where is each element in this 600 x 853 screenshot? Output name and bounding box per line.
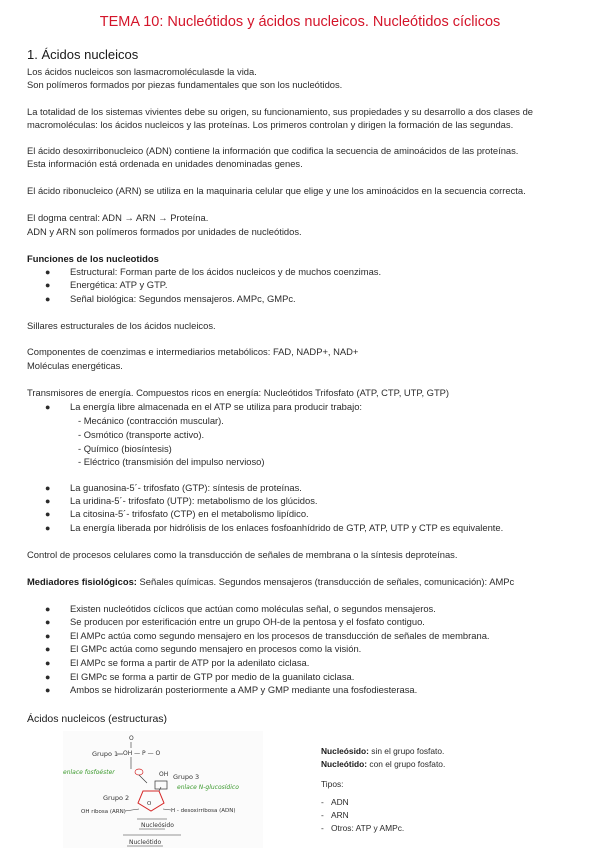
list-item: Señal biológica: Segundos mensajeros. AMPc, GMPc. bbox=[70, 293, 296, 304]
paragraph-line: Sillares estructurales de los ácidos nucleicos. bbox=[27, 320, 216, 331]
paragraph-line: Los ácidos nucleicos son lasmacromoléculasde la vida. bbox=[27, 66, 257, 77]
list-item: La uridina-5´- trifosfato (UTP): metabolismo de los glúcidos. bbox=[70, 495, 318, 506]
paragraph-line: Componentes de coenzimas e intermediarios metabólicos: FAD, NADP+, NAD+ bbox=[27, 346, 359, 357]
list-item: El GMPc actúa como segundo mensajero en procesos como la visión. bbox=[70, 643, 362, 654]
grupo3-label: Grupo 3 bbox=[173, 773, 200, 781]
paragraph-line: Moléculas energéticas. bbox=[27, 360, 123, 371]
enlace-fosfoester-label: enlace fosfoéster bbox=[63, 769, 115, 776]
bullet-icon: ● bbox=[45, 685, 51, 695]
bullet-icon: ● bbox=[45, 617, 51, 627]
bullet-icon: ● bbox=[45, 294, 51, 304]
bullet-icon: ● bbox=[45, 280, 51, 290]
nucleosido-diagram-label: Nucleósido bbox=[141, 822, 174, 829]
enlace-glucosidico-label: enlace N-glucosídico bbox=[177, 784, 239, 791]
nucleotido-diagram-label: Nucleótido bbox=[129, 839, 162, 846]
paragraph-line: Control de procesos celulares como la transducción de señales de membrana o la síntesis deproteínas. bbox=[27, 549, 458, 560]
sub-list-item: - Osmótico (transporte activo). bbox=[78, 429, 205, 440]
phosphoester-bond-mark bbox=[135, 769, 143, 775]
note-dash: - bbox=[321, 797, 324, 807]
sub-list-item: - Mecánico (contracción muscular). bbox=[78, 415, 224, 426]
note-nucleosido-term: Nucleósido: bbox=[321, 746, 369, 756]
phosphate-oxygen: O bbox=[129, 735, 134, 742]
list-item: El AMPc se forma a partir de ATP por la adenilato ciclasa. bbox=[70, 657, 310, 668]
bullet-icon: ● bbox=[45, 509, 51, 519]
paragraph-line: El dogma central: ADN → ARN → Proteína. bbox=[27, 212, 209, 223]
list-item: El AMPc actúa como segundo mensajero en los procesos de transducción de señales de membrana. bbox=[70, 630, 490, 641]
sub-list-item: - Eléctrico (transmisión del impulso nervioso) bbox=[78, 456, 265, 467]
list-item: La citosina-5´- trifosfato (CTP) en el metabolismo lipídico. bbox=[70, 508, 309, 519]
note-nucleosido bbox=[321, 746, 444, 757]
subsection-heading: Funciones de los nucleotidos bbox=[27, 253, 159, 264]
note-nucleosido-text: sin el grupo fosfato. bbox=[368, 746, 445, 756]
paragraph-line: ADN y ARN son polímeros formados por unidades de nucleótidos. bbox=[27, 226, 302, 237]
bullet-icon: ● bbox=[45, 658, 51, 668]
sub-list-item: - Químico (biosíntesis) bbox=[78, 443, 172, 454]
paragraph-line: Transmisores de energía. Compuestos ricos en energía: Nucleótidos Trifosfato (ATP, CTP, UTP, GTP) bbox=[27, 387, 450, 398]
note-tipo-item: ARN bbox=[331, 810, 349, 820]
note-tipo-item: ADN bbox=[331, 797, 349, 807]
oh-ribosa-label: OH ribosa (ARN) bbox=[81, 809, 126, 815]
bullet-icon: ● bbox=[45, 672, 51, 682]
paragraph-line: macromoléculas: los ácidos nucleicos y las proteínas. Los primeros controlan y dirigen la formación de las segundas. bbox=[27, 119, 514, 130]
note-tipos-label: Tipos: bbox=[321, 779, 344, 789]
base-shape bbox=[155, 781, 167, 789]
page-title: TEMA 10: Nucleótidos y ácidos nucleicos. Nucleótidos cíclicos bbox=[99, 14, 501, 30]
list-item: Existen nucleótidos cíclicos que actúan como moléculas señal, o segundos mensajeros. bbox=[70, 603, 436, 614]
nucleotide-diagram-svg bbox=[63, 731, 263, 848]
h-desoxirribosa-label: H - desoxirribosa (ADN) bbox=[171, 808, 236, 814]
mediadores-line bbox=[27, 576, 514, 588]
bullet-icon: ● bbox=[45, 644, 51, 654]
note-dash: - bbox=[321, 823, 324, 833]
list-item: Energética: ATP y GTP. bbox=[70, 279, 168, 290]
list-item: Estructural: Forman parte de los ácidos nucleicos y de muchos coenzimas. bbox=[70, 266, 382, 277]
list-item: La guanosina-5´- trifosfato (GTP): síntesis de proteínas. bbox=[70, 482, 302, 493]
base-oh-label: OH bbox=[159, 771, 169, 778]
note-dash: - bbox=[321, 810, 324, 820]
note-nucleotido-text: con el grupo fosfato. bbox=[367, 759, 446, 769]
list-item: Ambos se hidrolizarán posteriormente a AMP y GMP mediante una fosfodiesterasa. bbox=[70, 684, 418, 695]
list-item: La energía liberada por hidrólisis de los enlaces fosfoanhídrido de GTP, ATP, UTP y CTP es equivalente. bbox=[70, 522, 504, 533]
mediadores-label: Mediadores fisiológicos: bbox=[27, 576, 137, 587]
paragraph-line: El ácido ribonucleico (ARN) se utiliza en la maquinaria celular que elige y une los aminoácidos en la secuencia correcta. bbox=[27, 185, 526, 196]
list-item: La energía libre almacenada en el ATP se utiliza para producir trabajo: bbox=[70, 401, 363, 412]
section-heading: 1. Ácidos nucleicos bbox=[27, 47, 139, 62]
bullet-icon: ● bbox=[45, 483, 51, 493]
list-item: Se producen por esterificación entre un grupo OH-de la pentosa y el fosfato contiguo. bbox=[70, 616, 425, 627]
note-tipo-item: Otros: ATP y AMPc. bbox=[331, 823, 405, 833]
bullet-icon: ● bbox=[45, 402, 51, 412]
paragraph-line: Esta información está ordenada en unidades denominadas genes. bbox=[27, 158, 303, 169]
bullet-icon: ● bbox=[45, 604, 51, 614]
grupo2-label: Grupo 2 bbox=[103, 794, 130, 802]
list-item: El GMPc se forma a partir de GTP por medio de la guanilato ciclasa. bbox=[70, 671, 355, 682]
subsection-heading: Ácidos nucleicos (estructuras) bbox=[27, 713, 168, 725]
paragraph-line: El ácido desoxirribonucleico (ADN) contiene la información que codifica la secuencia de aminoácidos de las proteínas. bbox=[27, 145, 519, 156]
bullet-icon: ● bbox=[45, 267, 51, 277]
paragraph-line: Son polímeros formados por piezas fundamentales que son los nucleótidos. bbox=[27, 79, 343, 90]
paragraph-line: La totalidad de los sistemas vivientes debe su origen, su funcionamiento, sus propiedades y su desarrollo a dos clases de bbox=[27, 106, 534, 117]
bullet-icon: ● bbox=[45, 523, 51, 533]
note-nucleotido bbox=[321, 759, 445, 770]
note-nucleotido-term: Nucleótido: bbox=[321, 759, 368, 769]
nucleotide-diagram bbox=[63, 731, 263, 848]
grupo1-label: Grupo 1 bbox=[92, 750, 119, 758]
svg-text:O: O bbox=[147, 801, 152, 807]
bullet-icon: ● bbox=[45, 496, 51, 506]
bullet-icon: ● bbox=[45, 631, 51, 641]
mediadores-text: Señales químicas. Segundos mensajeros (transducción de señales, comunicación): AMPc bbox=[136, 576, 515, 587]
phosphate-formula: OH — P — O bbox=[123, 750, 161, 757]
